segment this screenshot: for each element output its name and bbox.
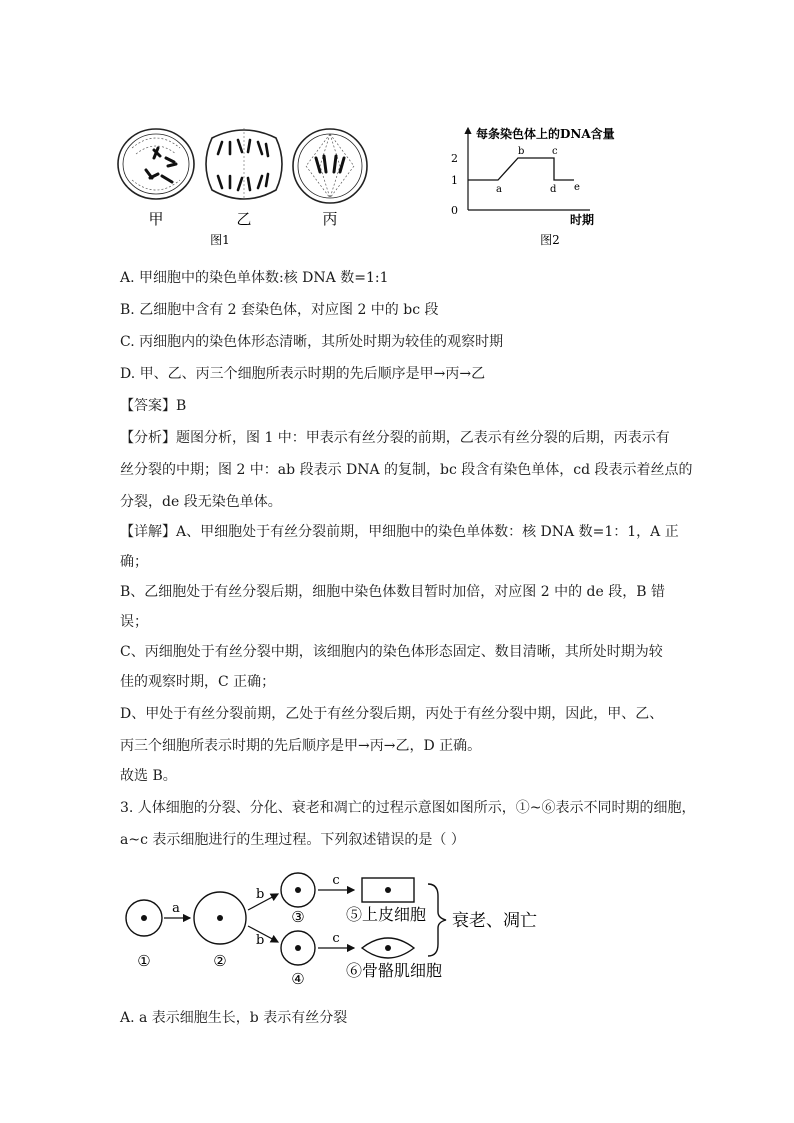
arrow-label-b-lower: b (256, 933, 265, 948)
point-c: c (552, 146, 558, 157)
arrow-label-a: a (172, 901, 180, 916)
analysis-line-3: 分裂，de 段无染色单体。 (120, 494, 282, 510)
option-a: A. 甲细胞中的染色单体数:核 DNA 数=1:1 (120, 270, 389, 286)
cell-label-yi: 乙 (236, 210, 252, 228)
conclusion: 故选 B。 (120, 768, 177, 784)
cell-5-label: ⑤上皮细胞 (346, 905, 427, 924)
cell-label-bing: 丙 (322, 210, 338, 228)
dna-content-line (468, 158, 574, 180)
option-c: C. 丙细胞内的染色体形态清晰，其所处时期为较佳的观察时期 (120, 334, 504, 350)
option-b: B. 乙细胞中含有 2 套染色体，对应图 2 中的 bc 段 (120, 302, 439, 318)
y-tick-1: 1 (451, 174, 458, 187)
bracket-label: 衰老、凋亡 (452, 911, 537, 931)
cell-yi-drawing (206, 128, 282, 200)
cell-bing-drawing (293, 129, 367, 203)
cell-label-1: ① (137, 952, 151, 970)
detail-line-1: 【详解】A、甲细胞处于有丝分裂前期，甲细胞中的染色单体数：核 DNA 数=1：1，A 正 (120, 524, 679, 540)
cell-jia-drawing (118, 129, 194, 199)
analysis-line-2: 丝分裂的中期；图 2 中：ab 段表示 DNA 的复制，bc 段含有染色单体，cd 段表示着丝点的 (120, 462, 693, 478)
cell-label-jia: 甲 (148, 210, 164, 228)
cell-label-3: ③ (291, 908, 305, 926)
detail-line-5: C、丙细胞处于有丝分裂中期，该细胞内的染色体形态固定、数目清晰，其所处时期为较 (120, 644, 663, 660)
detail-line-7: D、甲处于有丝分裂前期，乙处于有丝分裂后期，丙处于有丝分裂中期，因此，甲、乙、 (120, 706, 664, 722)
q3-option-a: A. a 表示细胞生长，b 表示有丝分裂 (120, 1010, 348, 1026)
option-d: D. 甲、乙、丙三个细胞所表示时期的先后顺序是甲→丙→乙 (120, 366, 486, 382)
figure2-graph (440, 118, 690, 248)
y-tick-0: 0 (451, 204, 458, 217)
figure1-cells (110, 118, 430, 248)
x-axis-label: 时期 (570, 213, 595, 227)
answer: 【答案】B (120, 398, 187, 414)
figure3-diagram (110, 862, 570, 992)
cell-label-2: ② (213, 952, 227, 970)
arrow-label-c-upper: c (332, 873, 340, 888)
y-tick-2: 2 (451, 152, 458, 165)
bracket (428, 884, 446, 956)
cell-label-4: ④ (291, 970, 305, 988)
arrow-label-c-lower: c (332, 931, 340, 946)
detail-line-3: B、乙细胞处于有丝分裂后期，细胞中染色体数目暂时加倍，对应图 2 中的 de 段，B 错 (120, 584, 665, 600)
question3-line-1: 3. 人体细胞的分裂、分化、衰老和凋亡的过程示意图如图所示，①~⑥表示不同时期的细胞， (120, 800, 696, 816)
figure1-caption: 图1 (210, 233, 230, 247)
point-b: b (518, 146, 525, 157)
detail-line-8: 丙三个细胞所表示时期的先后顺序是甲→丙→乙，D 正确。 (120, 738, 482, 754)
point-a: a (496, 184, 502, 195)
point-d: d (550, 184, 557, 195)
detail-line-6: 佳的观察时期，C 正确； (120, 674, 276, 690)
y-axis-label: 每条染色体上的DNA含量 (476, 127, 615, 141)
figure2-caption: 图2 (540, 233, 560, 247)
point-e: e (574, 182, 580, 193)
arrow-label-b-upper: b (256, 887, 265, 902)
cell-6-label: ⑥骨骼肌细胞 (346, 961, 443, 980)
detail-line-4: 误； (120, 614, 148, 630)
question3-line-2: a~c 表示细胞进行的生理过程。下列叙述错误的是（ ） (120, 832, 465, 848)
detail-line-2: 确； (120, 554, 148, 570)
figure-row (110, 118, 690, 258)
analysis-line-1: 【分析】题图分析，图 1 中：甲表示有丝分裂的前期，乙表示有丝分裂的后期，丙表示有 (120, 430, 670, 446)
